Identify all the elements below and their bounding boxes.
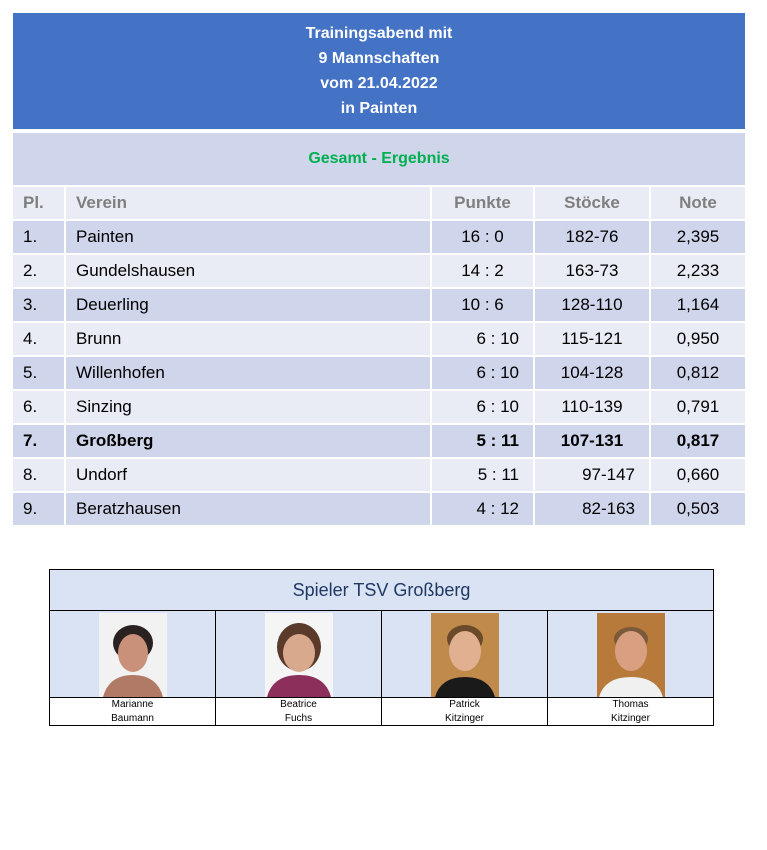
cell-punkte: 10 : 6 [431,288,534,322]
cell-punkte: 16 : 0 [431,220,534,254]
table-row-highlighted [13,424,746,458]
table-row [13,356,746,390]
cell-punkte: 5 : 11 [431,458,534,492]
player-last-name: Fuchs [284,713,313,724]
table-header-row [13,187,746,220]
table-row [13,322,746,356]
cell-pl: 2. [13,254,65,288]
col-header-stoecke: Stöcke [534,187,650,220]
cell-verein: Willenhofen [65,356,431,390]
cell-stoecke: 115-121 [534,322,650,356]
player-card [382,611,548,726]
section-title: Gesamt - Ergebnis [13,133,745,185]
cell-stoecke: 82-163 [534,492,650,526]
cell-stoecke: 128-110 [534,288,650,322]
player-last-name: Baumann [111,713,154,724]
player-photo [265,613,333,697]
cell-verein: Sinzing [65,390,431,424]
table-row [13,458,746,492]
col-header-note: Note [650,187,746,220]
cell-verein: Undorf [65,458,431,492]
cell-verein: Brunn [65,322,431,356]
cell-stoecke: 107-131 [534,424,650,458]
cell-stoecke: 97-147 [534,458,650,492]
table-row [13,288,746,322]
cell-stoecke: 104-128 [534,356,650,390]
cell-pl: 4. [13,322,65,356]
cell-pl: 7. [13,424,65,458]
cell-punkte: 5 : 11 [431,424,534,458]
cell-note: 1,164 [650,288,746,322]
cell-punkte: 14 : 2 [431,254,534,288]
cell-pl: 9. [13,492,65,526]
cell-verein: Beratzhausen [65,492,431,526]
cell-pl: 5. [13,356,65,390]
player-first-name: Beatrice [280,699,317,710]
player-last-name: Kitzinger [611,713,650,724]
cell-pl: 3. [13,288,65,322]
cell-stoecke: 110-139 [534,390,650,424]
cell-verein: Painten [65,220,431,254]
col-header-pl: Pl. [13,187,65,220]
player-first-name: Patrick [449,699,480,710]
results-table [13,187,747,527]
event-header [13,13,745,129]
cell-verein: Großberg [65,424,431,458]
player-photo [99,613,167,697]
cell-note: 0,812 [650,356,746,390]
table-row [13,390,746,424]
header-line-2: 9 Mannschaften [318,50,440,67]
player-card [216,611,382,726]
player-first-name: Marianne [111,699,154,710]
cell-punkte: 4 : 12 [431,492,534,526]
player-photo [597,613,665,697]
cell-verein: Deuerling [65,288,431,322]
cell-note: 0,950 [650,322,746,356]
player-card [50,611,216,726]
table-row [13,492,746,526]
header-line-1: Trainingsabend mit [305,25,453,42]
cell-pl: 8. [13,458,65,492]
header-line-4: in Painten [340,100,418,117]
header-line-3: vom 21.04.2022 [320,75,438,92]
cell-note: 2,233 [650,254,746,288]
cell-note: 0,503 [650,492,746,526]
cell-stoecke: 163-73 [534,254,650,288]
cell-punkte: 6 : 10 [431,390,534,424]
col-header-punkte: Punkte [431,187,534,220]
col-header-verein: Verein [65,187,431,220]
table-row [13,254,746,288]
cell-note: 0,817 [650,424,746,458]
player-last-name: Kitzinger [445,713,484,724]
cell-pl: 6. [13,390,65,424]
cell-stoecke: 182-76 [534,220,650,254]
cell-punkte: 6 : 10 [431,356,534,390]
cell-note: 0,660 [650,458,746,492]
player-card [548,611,713,726]
cell-note: 2,395 [650,220,746,254]
players-panel [49,569,714,726]
table-row [13,220,746,254]
player-photo [431,613,499,697]
cell-pl: 1. [13,220,65,254]
player-first-name: Thomas [612,699,649,710]
cell-punkte: 6 : 10 [431,322,534,356]
players-title: Spieler TSV Großberg [50,570,713,611]
cell-verein: Gundelshausen [65,254,431,288]
cell-note: 0,791 [650,390,746,424]
